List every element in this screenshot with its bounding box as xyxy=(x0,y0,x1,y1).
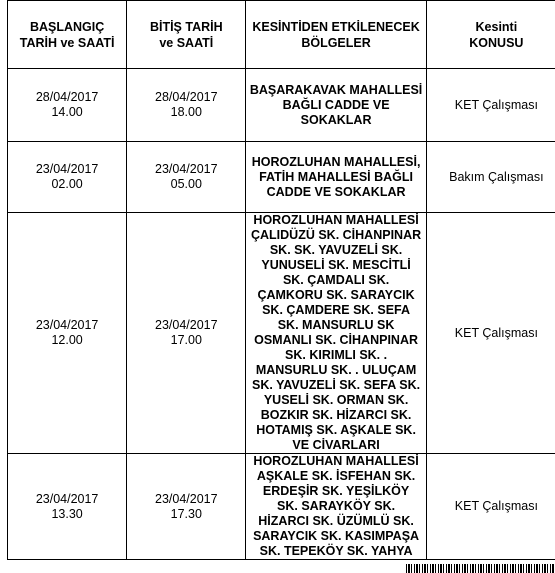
header-start-label: BAŞLANGIÇ TARİH ve SAATİ xyxy=(19,19,115,50)
subject-cell: KET Çalışması xyxy=(426,69,555,142)
regions-cell: HOROZLUHAN MAHALLESİ, FATİH MAHALLESİ BAĞLI CADDE VE SOKAKLAR xyxy=(246,142,426,213)
table-row xyxy=(8,142,555,213)
subject-cell: KET Çalışması xyxy=(426,454,555,560)
outage-table xyxy=(7,0,555,560)
end-cell: 28/04/2017 18.00 xyxy=(127,69,246,142)
table-row xyxy=(8,213,555,454)
start-cell: 28/04/2017 14.00 xyxy=(8,69,127,142)
header-subject-label: Kesinti KONUSU xyxy=(469,19,524,50)
barcode xyxy=(406,564,555,573)
header-regions-label: KESİNTİDEN ETKİLENECEK BÖLGELER xyxy=(252,19,420,50)
end-cell: 23/04/2017 17.30 xyxy=(127,454,246,560)
end-cell: 23/04/2017 05.00 xyxy=(127,142,246,213)
regions-cell: HOROZLUHAN MAHALLESİ ÇALIDÜZÜ SK. CİHANPINAR SK. SK. YAVUZELİ SK. YUNUSELİ SK. MESCİTLİ SK. ÇAMDALI SK. ÇAMKORU SK. SARAYCIK SK. ÇAMDERE SK. SEFA SK. MANSURLU SK OSMANLI SK. CİHANPINAR SK. KIRIMLI SK. . MANSURLU SK. . ULUÇAM SK. YAVUZELİ SK. SEFA SK. YUSELİ SK. ORMAN SK. BOZKIR SK. HİZARCI SK. HOTAMIŞ SK. AŞKALE SK. VE CİVARLARI xyxy=(246,213,426,454)
regions-cell: HOROZLUHAN MAHALLESİ AŞKALE SK. İSFEHAN SK. ERDEŞİR SK. YEŞİLKÖY SK. SARAYKÖY SK. HİZARCI SK. ÜZÜMLÜ SK. SARAYCIK SK. KASIMPAŞA SK. TEPEKÖY SK. YAHYA xyxy=(246,454,426,560)
subject-cell: Bakım Çalışması xyxy=(426,142,555,213)
table-row xyxy=(8,454,555,560)
header-subject xyxy=(426,1,555,69)
header-start xyxy=(8,1,127,69)
header-regions xyxy=(246,1,426,69)
header-end xyxy=(127,1,246,69)
table-row xyxy=(8,69,555,142)
start-cell: 23/04/2017 12.00 xyxy=(8,213,127,454)
subject-cell: KET Çalışması xyxy=(426,213,555,454)
start-cell: 23/04/2017 02.00 xyxy=(8,142,127,213)
header-end-label: BİTİŞ TARİH ve SAATİ xyxy=(149,19,223,50)
regions-cell: BAŞARAKAVAK MAHALLESİ BAĞLI CADDE VE SOKAKLAR xyxy=(246,69,426,142)
table-header-row xyxy=(8,1,555,69)
start-cell: 23/04/2017 13.30 xyxy=(8,454,127,560)
end-cell: 23/04/2017 17.00 xyxy=(127,213,246,454)
